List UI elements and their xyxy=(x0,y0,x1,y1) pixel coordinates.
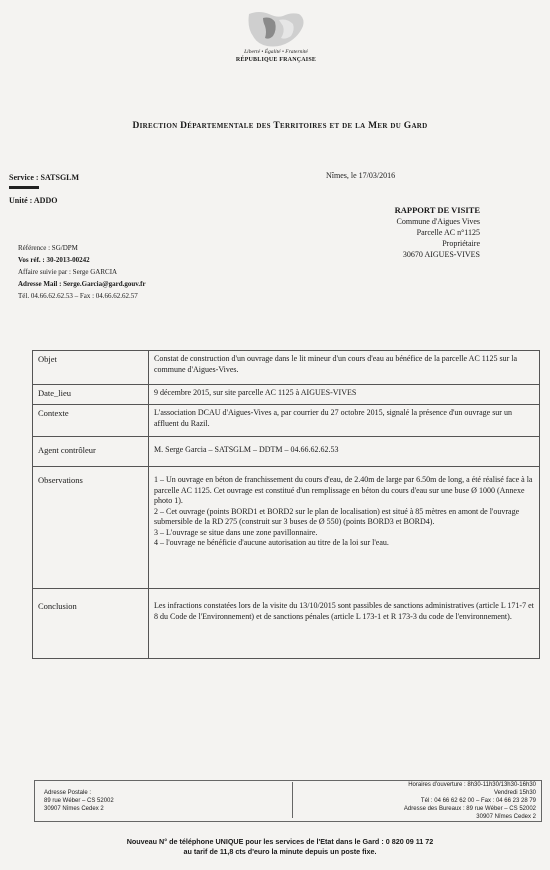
sender-references xyxy=(18,242,146,302)
row-label: Agent contrôleur xyxy=(33,437,149,467)
report-line: 30670 AIGUES-VIVES xyxy=(402,250,480,259)
address-line: Adresse Postale : xyxy=(44,790,92,796)
unite-label: Unité : ADDO xyxy=(9,196,58,205)
table-row xyxy=(33,589,540,659)
postal-address xyxy=(44,789,114,813)
hours-line: Horaires d'ouverture : 8h30-11h30/13h30-16h30 xyxy=(408,782,536,788)
report-table xyxy=(32,350,540,659)
table-row xyxy=(33,405,540,437)
row-label: Conclusion xyxy=(33,589,149,659)
address-line: 89 rue Wéber – CS 52002 xyxy=(44,798,114,804)
table-row xyxy=(33,385,540,405)
reference: Référence : SG/DPM xyxy=(18,244,78,252)
observation-item: 1 – Un ouvrage en béton de franchissement du cours d'eau, de 2.40m de large par 6.50m de long, a été réalisé face à la parcelle AC 1125. Cet ouvrage est constitué d'un remplissage en béton du cours d'eau sur une buse Ø 1000 (Annexe photo 1). xyxy=(154,475,533,505)
report-line: Parcelle AC n°1125 xyxy=(416,228,480,237)
observation-item: 4 – l'ouvrage ne bénéficie d'aucune autorisation au titre de la loi sur l'eau. xyxy=(154,538,389,547)
affaire-suivie: Affaire suivie par : Serge GARCIA xyxy=(18,268,118,276)
address-line: 30907 Nîmes Cedex 2 xyxy=(44,806,104,812)
table-row xyxy=(33,351,540,385)
report-line: Commune d'Aigues Vives xyxy=(396,217,480,226)
hours-line: 30907 Nîmes Cedex 2 xyxy=(476,814,536,820)
vos-ref: Vos réf. : 30-2013-00242 xyxy=(18,256,90,264)
row-value: 9 décembre 2015, sur site parcelle AC 1125 à AIGUES-VIVES xyxy=(149,385,540,405)
observation-item: 3 – L'ouvrage se situe dans une zone pavillonnaire. xyxy=(154,527,318,537)
service-label: Service : SATSGLM xyxy=(9,173,80,182)
observation-item: 2 – Cet ouvrage (points BORD1 et BORD2 sur le plan de localisation) est situé à 85 mètres en amont de l'ouvrage submersible de la RD 275 (construit sur 3 buses de Ø 550) (points BORD3 et BORD4). xyxy=(154,506,520,526)
report-recipient xyxy=(330,205,480,260)
hours-line: Tél : 04 66 62 62 00 – Fax : 04 66 23 28 79 xyxy=(420,798,536,804)
republic-name: RÉPUBLIQUE FRANÇAISE xyxy=(235,57,317,63)
row-value: Constat de construction d'un ouvrage dans le lit mineur d'un cours d'eau au bénéfice de la parcelle AC 1125 sur la commune d'Aigues-Vives. xyxy=(149,351,540,385)
table-row xyxy=(33,467,540,589)
republic-motto: Liberté • Égalité • Fraternité xyxy=(244,49,308,55)
row-label: Date_lieu xyxy=(33,385,149,405)
row-value: Les infractions constatées lors de la visite du 13/10/2015 sont passibles de sanctions administratives (article L 171-7 et 8 du Code de l'Environnement) et de sanctions pénales (article L 173-1 et R 173-3 du code de l'environnement). xyxy=(149,589,540,659)
direction-title: Direction Départementale des Territoires et de la Mer du Gard xyxy=(132,121,428,131)
hours-line: Vendredi 15h30 xyxy=(493,790,536,796)
row-label: Contexte xyxy=(33,405,149,437)
row-label: Objet xyxy=(33,351,149,385)
marianne-logo xyxy=(239,8,313,50)
row-label: Observations xyxy=(33,467,149,589)
row-value: M. Serge Garcia – SATSGLM – DDTM – 04.66.62.62.53 xyxy=(149,437,540,467)
table-row xyxy=(33,437,540,467)
service-rule xyxy=(9,186,39,189)
mail-address: Adresse Mail : Serge.Garcia@gard.gouv.fr xyxy=(18,280,146,288)
telephone-fax: Tél. 04.66.62.62.53 – Fax : 04.66.62.62.57 xyxy=(18,292,138,300)
report-title: RAPPORT DE VISITE xyxy=(394,205,480,215)
row-value xyxy=(149,467,540,589)
hours-line: Adresse des Bureaux : 89 rue Wéber – CS 52002 xyxy=(403,806,536,812)
phone-line: au tarif de 11,8 cts d'euro la minute depuis un poste fixe. xyxy=(183,847,377,856)
phone-line: Nouveau N° de téléphone UNIQUE pour les services de l'Etat dans le Gard : 0 820 09 11 72 xyxy=(126,837,434,846)
row-value: L'association DCAU d'Aigues-Vives a, par courrier du 27 octobre 2015, signalé la présence d'un ouvrage sur un affluent du Razil. xyxy=(149,405,540,437)
date-line: Nîmes, le 17/03/2016 xyxy=(326,171,396,180)
unique-phone-notice xyxy=(60,837,500,857)
opening-hours xyxy=(300,781,536,821)
footer-divider xyxy=(292,782,293,818)
report-line: Propriétaire xyxy=(442,239,480,248)
